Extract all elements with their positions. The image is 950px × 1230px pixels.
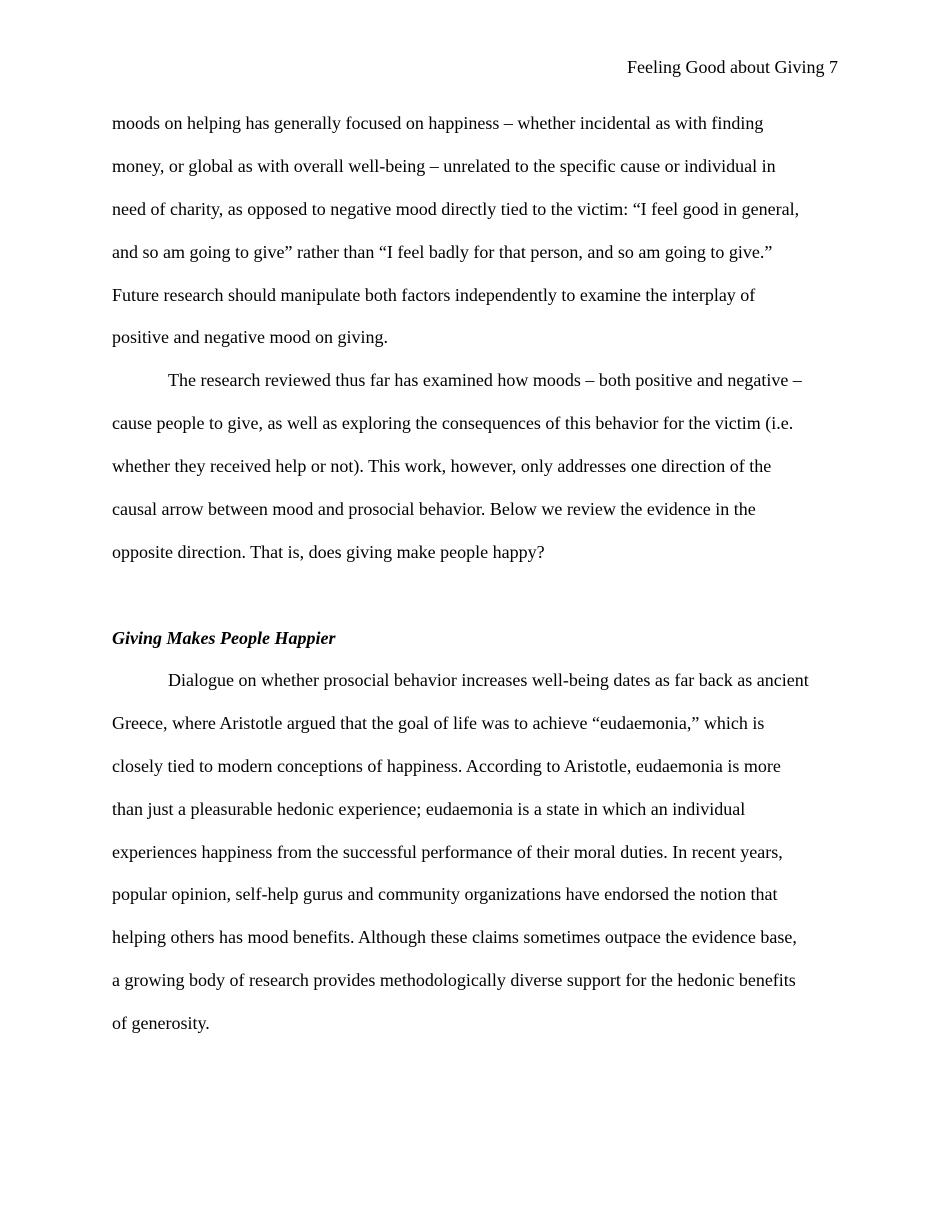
body-text-line: Greece, where Aristotle argued that the goal of life was to achieve “eudaemonia,” which is — [112, 713, 765, 733]
body-text-line: Future research should manipulate both factors independently to examine the interplay of — [112, 285, 756, 305]
body-text-line: than just a pleasurable hedonic experience; eudaemonia is a state in which an individual — [112, 799, 746, 819]
body-text-line: whether they received help or not). This work, however, only addresses one direction of the — [112, 456, 772, 476]
body-text-line: helping others has mood benefits. Although these claims sometimes outpace the evidence base, — [112, 927, 797, 947]
body-text-line: moods on helping has generally focused on happiness – whether incidental as with finding — [112, 113, 764, 133]
body-text-line: money, or global as with overall well-being – unrelated to the specific cause or individual in — [112, 156, 776, 176]
section-heading: Giving Makes People Happier — [112, 628, 336, 648]
running-head: Feeling Good about Giving 7 — [627, 57, 838, 77]
body-text-line: The research reviewed thus far has examined how moods – both positive and negative – — [168, 370, 802, 390]
body-text-line: experiences happiness from the successful performance of their moral duties. In recent years, — [112, 842, 783, 862]
body-text-line: of generosity. — [112, 1013, 210, 1033]
body-text-line: opposite direction. That is, does giving make people happy? — [112, 542, 545, 562]
body-text-line: popular opinion, self-help gurus and community organizations have endorsed the notion that — [112, 884, 778, 904]
body-text-line: positive and negative mood on giving. — [112, 327, 388, 347]
body-text-line: Dialogue on whether prosocial behavior increases well-being dates as far back as ancient — [168, 670, 809, 690]
body-text-line: causal arrow between mood and prosocial behavior. Below we review the evidence in the — [112, 499, 756, 519]
body-text-line: and so am going to give” rather than “I feel badly for that person, and so am going to give.” — [112, 242, 773, 262]
body-text-line: a growing body of research provides methodologically diverse support for the hedonic benefits — [112, 970, 796, 990]
body-text-line: need of charity, as opposed to negative mood directly tied to the victim: “I feel good in general, — [112, 199, 800, 219]
body-text-line: cause people to give, as well as exploring the consequences of this behavior for the victim (i.e. — [112, 413, 794, 433]
body-text-line: closely tied to modern conceptions of happiness. According to Aristotle, eudaemonia is more — [112, 756, 781, 776]
